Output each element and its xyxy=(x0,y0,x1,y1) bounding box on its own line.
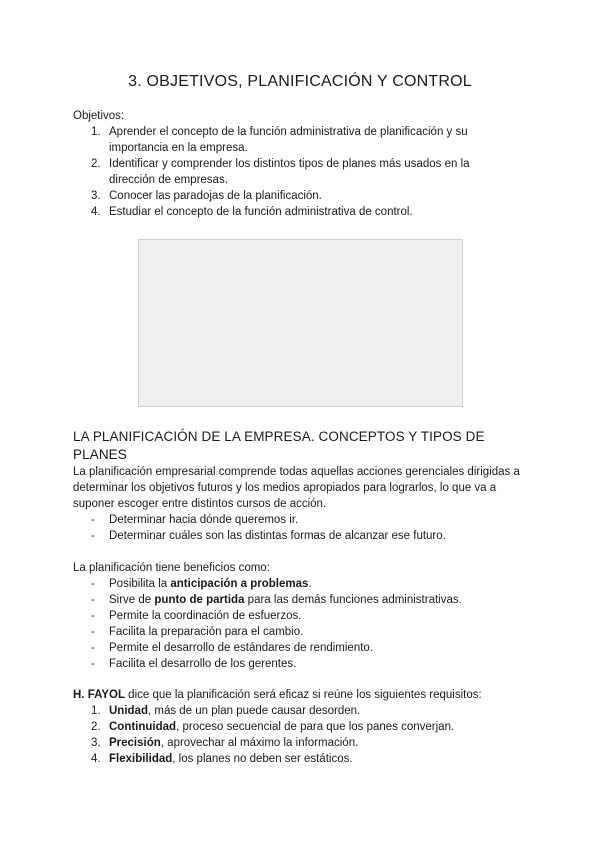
list-item xyxy=(73,703,533,719)
list-marker: - xyxy=(91,578,95,590)
list-marker: - xyxy=(91,514,95,526)
list-item-text: Facilita el desarrollo de los gerentes. xyxy=(109,658,297,670)
list-item xyxy=(73,204,513,220)
list-marker: - xyxy=(91,610,95,622)
list-item-text: , aprovechar al máximo la información. xyxy=(160,737,359,749)
list-marker: - xyxy=(91,658,95,670)
list-marker: - xyxy=(91,594,95,606)
benefits-list xyxy=(73,576,533,672)
list-item xyxy=(73,656,533,672)
list-item xyxy=(73,512,533,528)
list-item-text: Determinar hacia dónde queremos ir. xyxy=(109,514,299,526)
list-item-bold: Precisión xyxy=(109,737,161,749)
list-item-text: Permite la coordinación de esfuerzos. xyxy=(109,610,302,622)
section-heading xyxy=(73,428,533,464)
benefits-label: La planificación tiene beneficios como: xyxy=(73,562,270,574)
list-item xyxy=(73,608,533,624)
image-placeholder xyxy=(138,239,463,407)
list-item xyxy=(73,719,533,735)
list-item xyxy=(73,592,533,608)
list-marker: 1. xyxy=(91,126,101,138)
list-item xyxy=(73,188,513,204)
list-marker: 4. xyxy=(91,206,101,218)
requirements-list xyxy=(73,703,533,767)
list-marker: 2. xyxy=(91,721,101,733)
list-item-bold: anticipación a problemas xyxy=(170,578,309,590)
list-item-bold: Unidad xyxy=(109,705,148,717)
list-item-text: . xyxy=(308,578,312,590)
list-item xyxy=(73,735,533,751)
fayol-text: dice que la planificación será eficaz si reúne los siguientes requisitos: xyxy=(124,689,482,701)
list-marker: - xyxy=(91,642,95,654)
fayol-author: H. FAYOL xyxy=(73,689,125,701)
list-item-text: para las demás funciones administrativas. xyxy=(244,594,462,606)
list-item xyxy=(73,124,513,156)
list-item xyxy=(73,751,533,767)
list-item-text: Determinar cuáles son las distintas formas de alcanzar ese futuro. xyxy=(109,530,446,542)
list-item-text: , más de un plan puede causar desorden. xyxy=(147,705,361,717)
list-marker: - xyxy=(91,530,95,542)
list-item-text: Posibilita la xyxy=(109,578,171,590)
list-item-text: Facilita la preparación para el cambio. xyxy=(109,626,304,638)
intro-paragraph: La planificación empresarial comprende todas aquellas acciones gerenciales dirigidas a determinar los objetivos futuros y los medios apropiados para lograrlos, lo que va a suponer escoger entre distintos cursos de acción. xyxy=(73,466,520,510)
list-item-text: Sirve de xyxy=(109,594,155,606)
list-item-text: Permite el desarrollo de estándares de rendimiento. xyxy=(109,642,374,654)
list-marker: 3. xyxy=(91,190,101,202)
objectives-label: Objetivos: xyxy=(73,110,125,122)
list-item xyxy=(73,640,533,656)
section-heading-line: LA PLANIFICACIÓN DE LA EMPRESA. CONCEPTOS Y TIPOS DE xyxy=(73,429,485,444)
list-item xyxy=(73,156,513,188)
list-item-text: Identificar y comprender los distintos tipos de planes más usados en la dirección de empresas. xyxy=(109,158,470,186)
list-marker: 3. xyxy=(91,737,101,749)
page-title: 3. OBJETIVOS, PLANIFICACIÓN Y CONTROL xyxy=(128,73,472,90)
list-item xyxy=(73,576,533,592)
list-item-text: , proceso secuencial de para que los panes converjan. xyxy=(176,721,455,733)
list-item-bold: Continuidad xyxy=(109,721,177,733)
list-item-text: Estudiar el concepto de la función administrativa de control. xyxy=(109,206,413,218)
list-item-text: Aprender el concepto de la función administrativa de planificación y su importancia en la empresa. xyxy=(109,126,468,154)
list-item-text: , los planes no deben ser estáticos. xyxy=(172,753,353,765)
goals-list xyxy=(73,512,533,544)
list-item xyxy=(73,528,533,544)
list-item-text: Conocer las paradojas de la planificación. xyxy=(109,190,322,202)
section-heading-line: PLANES xyxy=(73,447,127,462)
fayol-paragraph xyxy=(73,687,543,703)
list-item xyxy=(73,624,533,640)
objectives-list xyxy=(73,124,513,220)
list-marker: 1. xyxy=(91,705,101,717)
list-marker: 2. xyxy=(91,158,101,170)
list-item-bold: Flexibilidad xyxy=(109,753,173,765)
list-marker: - xyxy=(91,626,95,638)
list-marker: 4. xyxy=(91,753,101,765)
list-item-bold: punto de partida xyxy=(154,594,245,606)
